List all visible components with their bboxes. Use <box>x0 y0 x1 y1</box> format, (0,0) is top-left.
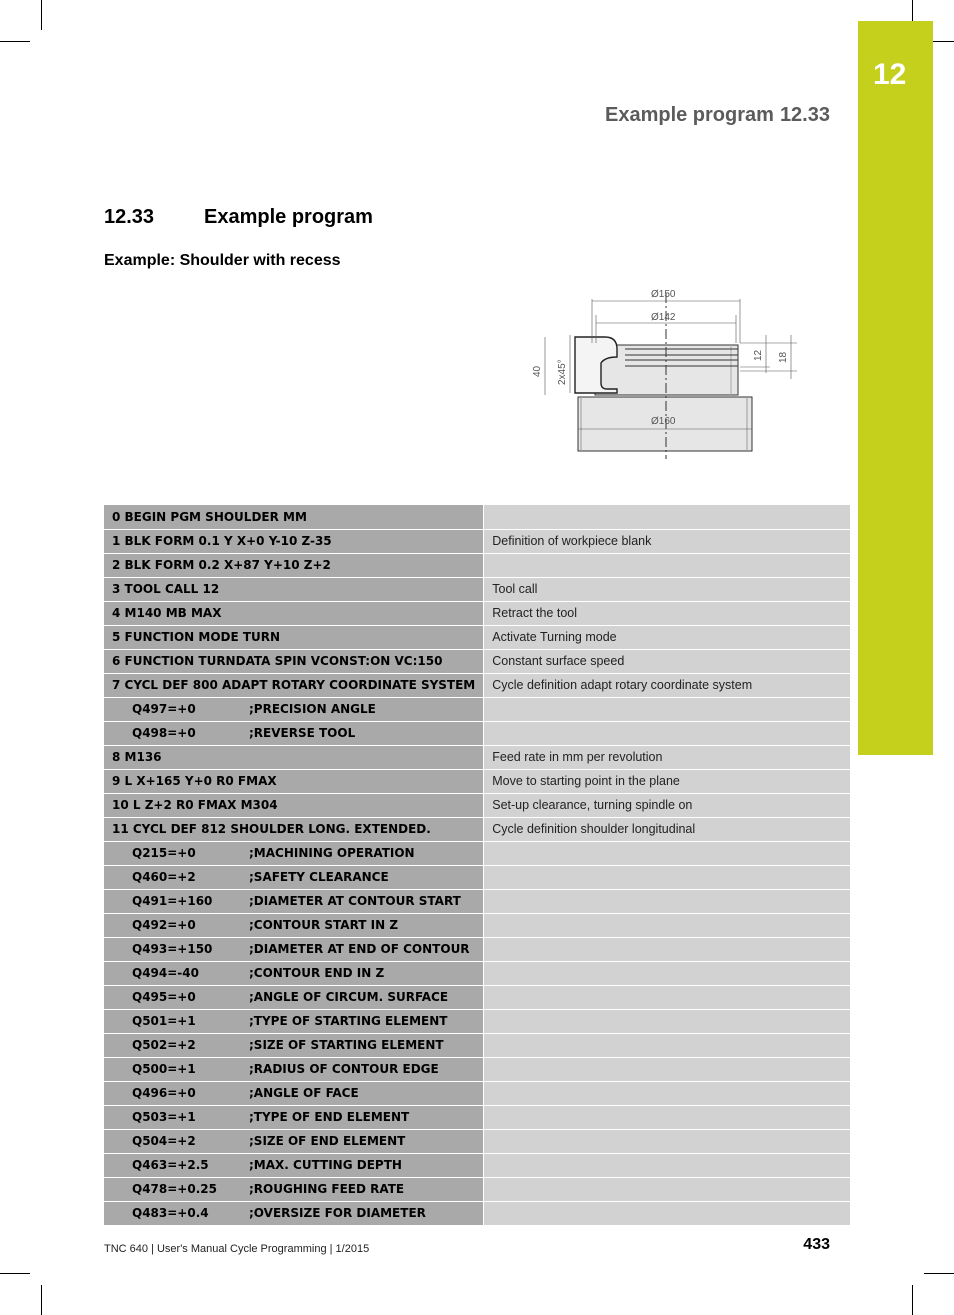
dim-top-inner: Ø142 <box>651 312 676 323</box>
q-parameter: Q493=+150 <box>132 942 213 956</box>
program-description: Move to starting point in the plane <box>484 769 850 793</box>
q-parameter: Q504=+2 <box>132 1134 196 1148</box>
q-parameter: Q495=+0 <box>132 990 196 1004</box>
crop-mark <box>0 1273 30 1274</box>
program-code: 9 L X+165 Y+0 R0 FMAX <box>104 769 484 793</box>
program-code <box>104 1153 484 1177</box>
table-row <box>104 889 850 913</box>
program-code <box>104 1033 484 1057</box>
table-row <box>104 625 850 649</box>
program-code <box>104 1129 484 1153</box>
program-description: Set-up clearance, turning spindle on <box>484 793 850 817</box>
running-head-title: Example program <box>604 104 774 126</box>
program-description: Cycle definition shoulder longitudinal <box>484 817 850 841</box>
q-parameter: Q497=+0 <box>132 702 196 716</box>
table-row <box>104 817 850 841</box>
program-code <box>104 913 484 937</box>
q-parameter: Q491=+160 <box>132 894 213 908</box>
program-code <box>104 1081 484 1105</box>
table-row <box>104 793 850 817</box>
q-parameter: Q463=+2.5 <box>132 1158 209 1172</box>
q-parameter: Q483=+0.4 <box>132 1206 209 1220</box>
program-description: Tool call <box>484 577 850 601</box>
program-code <box>104 1105 484 1129</box>
table-row <box>104 1033 850 1057</box>
dim-chamfer: 2x45° <box>557 359 568 385</box>
q-comment: ;ANGLE OF FACE <box>249 1086 359 1100</box>
table-row <box>104 721 850 745</box>
q-parameter: Q502=+2 <box>132 1038 196 1052</box>
q-parameter: Q498=+0 <box>132 726 196 740</box>
program-code <box>104 841 484 865</box>
table-row <box>104 697 850 721</box>
table-row <box>104 1009 850 1033</box>
program-description: Cycle definition adapt rotary coordinate system <box>484 673 850 697</box>
program-code <box>104 889 484 913</box>
q-comment: ;TYPE OF STARTING ELEMENT <box>249 1014 448 1028</box>
table-row <box>104 1153 850 1177</box>
dim-bottom: Ø160 <box>651 416 676 427</box>
q-comment: ;ANGLE OF CIRCUM. SURFACE <box>249 990 449 1004</box>
q-parameter: Q460=+2 <box>132 870 196 884</box>
program-code <box>104 1009 484 1033</box>
table-row <box>104 1177 850 1201</box>
chapter-tab <box>858 21 933 755</box>
program-description <box>484 841 850 865</box>
program-code: 3 TOOL CALL 12 <box>104 577 484 601</box>
q-parameter: Q215=+0 <box>132 846 196 860</box>
program-code <box>104 721 484 745</box>
program-code: 11 CYCL DEF 812 SHOULDER LONG. EXTENDED. <box>104 817 484 841</box>
table-row <box>104 1105 850 1129</box>
program-code: 6 FUNCTION TURNDATA SPIN VCONST:ON VC:150 <box>104 649 484 673</box>
program-code: 5 FUNCTION MODE TURN <box>104 625 484 649</box>
q-parameter: Q503=+1 <box>132 1110 196 1124</box>
program-description <box>484 1033 850 1057</box>
table-row <box>104 745 850 769</box>
shoulder-drawing <box>525 283 805 463</box>
q-comment: ;TYPE OF END ELEMENT <box>249 1110 410 1124</box>
table-row <box>104 913 850 937</box>
program-code <box>104 937 484 961</box>
running-head <box>605 104 830 127</box>
program-description <box>484 1105 850 1129</box>
program-code <box>104 697 484 721</box>
program-description <box>484 889 850 913</box>
crop-mark <box>41 1285 42 1315</box>
table-row <box>104 649 850 673</box>
q-comment: ;OVERSIZE FOR DIAMETER <box>249 1206 426 1220</box>
program-code: 8 M136 <box>104 745 484 769</box>
dim-right-small: 12 <box>753 349 764 361</box>
q-comment: ;MACHINING OPERATION <box>249 846 415 860</box>
q-comment: ;SIZE OF END ELEMENT <box>249 1134 406 1148</box>
program-description <box>484 553 850 577</box>
q-parameter: Q478=+0.25 <box>132 1182 217 1196</box>
q-parameter: Q501=+1 <box>132 1014 196 1028</box>
table-row <box>104 577 850 601</box>
program-code <box>104 865 484 889</box>
q-comment: ;DIAMETER AT CONTOUR START <box>249 894 461 908</box>
q-parameter: Q496=+0 <box>132 1086 196 1100</box>
section-title <box>104 206 373 229</box>
chapter-number: 12 <box>873 58 907 91</box>
dim-left-height: 40 <box>532 365 543 377</box>
program-code: 1 BLK FORM 0.1 Y X+0 Y-10 Z-35 <box>104 529 484 553</box>
program-description <box>484 961 850 985</box>
q-comment: ;SAFETY CLEARANCE <box>249 870 389 884</box>
program-description <box>484 1009 850 1033</box>
table-row <box>104 1201 850 1225</box>
crop-mark <box>924 1273 954 1274</box>
q-comment: ;CONTOUR START IN Z <box>249 918 399 932</box>
program-code: 0 BEGIN PGM SHOULDER MM <box>104 505 484 529</box>
q-comment: ;SIZE OF STARTING ELEMENT <box>249 1038 444 1052</box>
table-row <box>104 1081 850 1105</box>
program-description <box>484 1177 850 1201</box>
program-description: Definition of workpiece blank <box>484 529 850 553</box>
table-row <box>104 529 850 553</box>
q-comment: ;PRECISION ANGLE <box>249 702 376 716</box>
subsection-title: Example: Shoulder with recess <box>104 252 341 269</box>
table-row <box>104 601 850 625</box>
q-parameter: Q494=-40 <box>132 966 199 980</box>
q-parameter: Q492=+0 <box>132 918 196 932</box>
crop-mark <box>0 41 30 42</box>
q-comment: ;RADIUS OF CONTOUR EDGE <box>249 1062 439 1076</box>
q-comment: ;MAX. CUTTING DEPTH <box>249 1158 402 1172</box>
program-description <box>484 913 850 937</box>
program-description: Constant surface speed <box>484 649 850 673</box>
dim-right-large: 18 <box>778 351 789 363</box>
q-comment: ;DIAMETER AT END OF CONTOUR <box>249 942 470 956</box>
section-number: 12.33 <box>104 206 155 228</box>
q-comment: ;CONTOUR END IN Z <box>249 966 385 980</box>
program-code <box>104 1201 484 1225</box>
running-head-number: 12.33 <box>779 104 830 126</box>
program-description: Activate Turning mode <box>484 625 850 649</box>
table-row <box>104 1129 850 1153</box>
table-row <box>104 673 850 697</box>
table-row <box>104 985 850 1009</box>
program-code <box>104 985 484 1009</box>
program-code: 2 BLK FORM 0.2 X+87 Y+10 Z+2 <box>104 553 484 577</box>
q-parameter: Q500=+1 <box>132 1062 196 1076</box>
q-comment: ;ROUGHING FEED RATE <box>249 1182 405 1196</box>
crop-mark <box>912 1285 913 1315</box>
program-description <box>484 1129 850 1153</box>
table-row <box>104 865 850 889</box>
table-row <box>104 505 850 529</box>
program-description <box>484 1057 850 1081</box>
table-row <box>104 769 850 793</box>
table-row <box>104 937 850 961</box>
program-code <box>104 1177 484 1201</box>
crop-mark <box>41 0 42 30</box>
program-code <box>104 961 484 985</box>
program-description <box>484 865 850 889</box>
program-code: 4 M140 MB MAX <box>104 601 484 625</box>
page-number: 433 <box>803 1236 830 1253</box>
dim-top-outer: Ø150 <box>651 289 676 300</box>
program-description <box>484 1081 850 1105</box>
table-row <box>104 553 850 577</box>
program-description <box>484 1153 850 1177</box>
program-description <box>484 697 850 721</box>
q-comment: ;REVERSE TOOL <box>249 726 356 740</box>
table-row <box>104 1057 850 1081</box>
footer-text: TNC 640 | User's Manual Cycle Programming | 1/2015 <box>104 1243 370 1255</box>
program-description <box>484 985 850 1009</box>
table-row <box>104 961 850 985</box>
program-table <box>104 505 850 1226</box>
program-description: Feed rate in mm per revolution <box>484 745 850 769</box>
program-description <box>484 1201 850 1225</box>
program-code: 10 L Z+2 R0 FMAX M304 <box>104 793 484 817</box>
program-description <box>484 937 850 961</box>
program-code: 7 CYCL DEF 800 ADAPT ROTARY COORDINATE SYSTEM <box>104 673 484 697</box>
program-description <box>484 721 850 745</box>
program-description <box>484 505 850 529</box>
section-title-text: Example program <box>204 206 373 228</box>
program-code <box>104 1057 484 1081</box>
program-description: Retract the tool <box>484 601 850 625</box>
table-row <box>104 841 850 865</box>
